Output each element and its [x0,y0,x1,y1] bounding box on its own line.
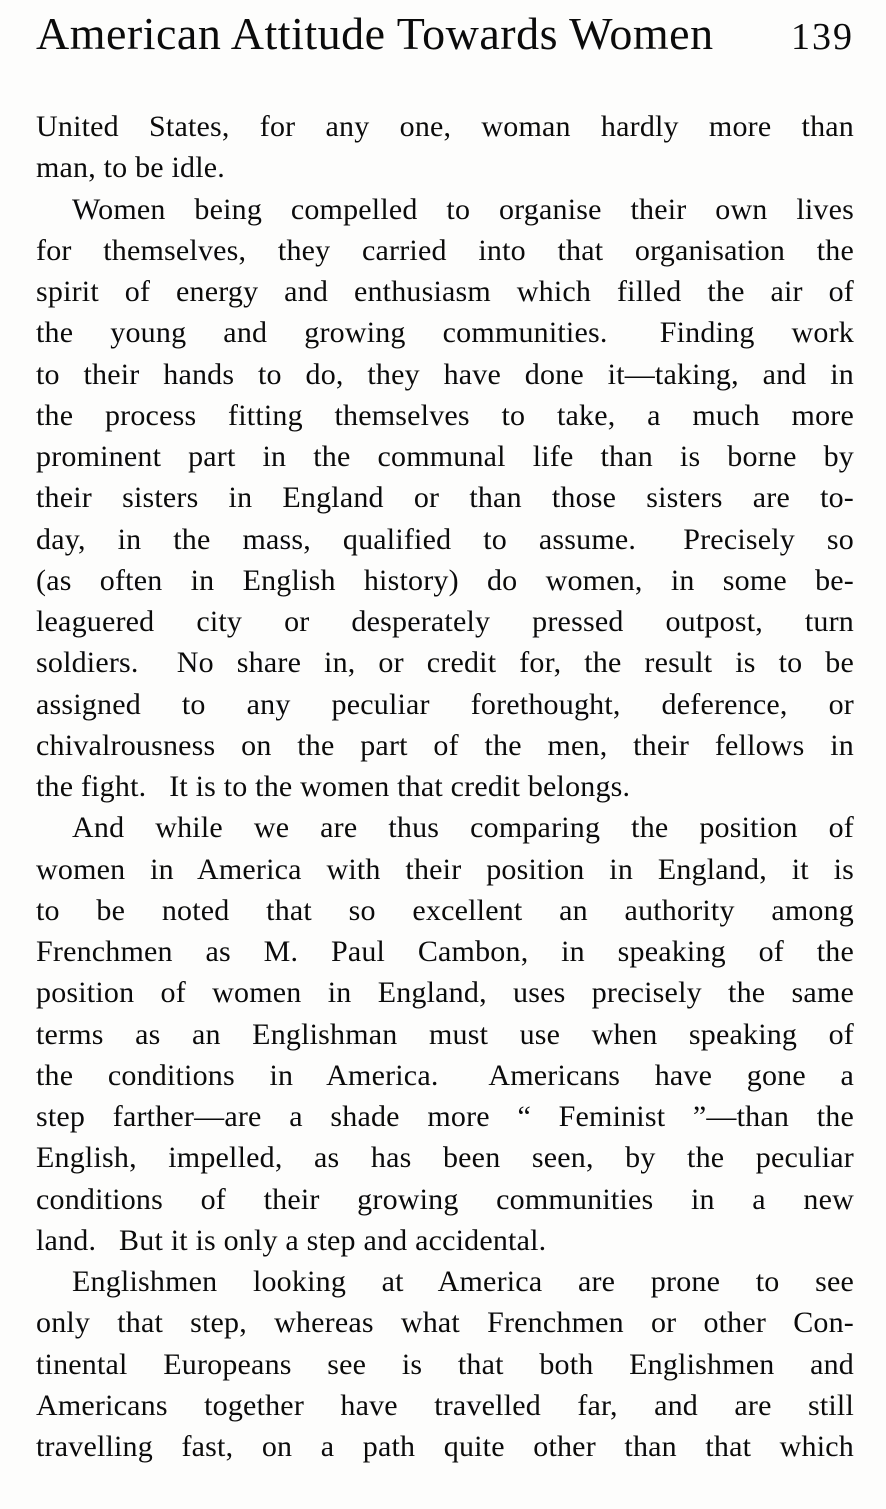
text-line: the young and growing communities. Finding work [36,316,854,350]
text-line: leaguered city or desperately pressed outpost, turn [36,605,854,638]
text-line: United States, for any one, woman hardly more than [36,110,854,143]
page-body [36,106,854,1467]
text-line: day, in the mass, qualified to assume. Precisely so [36,522,854,556]
text-line: to be noted that so excellent an authority among [36,893,854,927]
text-line: soldiers. No share in, or credit for, the result is to be [36,646,854,680]
text-line: terms as an Englishman must use when speaking of [36,1017,854,1051]
text-line: assigned to any peculiar forethought, deference, or [36,687,854,721]
text-line: tinental Europeans see is that both Englishmen and [36,1347,854,1381]
text-line: travelling fast, on a path quite other than that which [36,1430,854,1463]
text-line: And while we are thus comparing the position of [72,811,854,845]
text-line: the fight. It is to the women that credit belongs. [36,770,631,803]
text-line: Englishmen looking at America are prone to see [72,1265,854,1298]
text-line: Women being compelled to organise their own lives [72,192,854,226]
paragraph [36,1261,854,1467]
text-line: spirit of energy and enthusiasm which filled the air of [36,275,854,308]
page-number: 139 [791,16,854,58]
text-line: land. But it is only a step and accidental. [36,1223,547,1257]
text-line: the conditions in America. Americans have gone a [36,1058,854,1092]
text-line: chivalrousness on the part of the men, their fellows in [36,728,854,762]
text-line: position of women in England, uses precisely the same [36,976,854,1010]
paragraph [36,106,854,189]
text-line: step farther—are a shade more “ Feminist ”—than the [36,1100,854,1133]
text-line: Frenchmen as M. Paul Cambon, in speaking of the [36,935,854,968]
text-line: (as often in English history) do women, in some be- [36,563,854,597]
text-line: man, to be idle. [36,151,225,185]
page-header [36,8,854,64]
text-line: women in America with their position in England, it is [36,852,854,886]
text-line: only that step, whereas what Frenchmen or other Con- [36,1306,854,1340]
text-line: prominent part in the communal life than is borne by [36,440,854,473]
text-line: Americans together have travelled far, and are still [36,1388,854,1422]
paragraph [36,807,854,1261]
paragraph [36,189,854,808]
text-line: conditions of their growing communities in a new [36,1182,854,1216]
text-line: their sisters in England or than those sisters are to- [36,481,854,515]
text-line: to their hands to do, they have done it—taking, and in [36,357,854,391]
text-line: English, impelled, as has been seen, by the peculiar [36,1141,854,1175]
text-line: for themselves, they carried into that organisation the [36,233,854,267]
text-line: the process fitting themselves to take, a much more [36,398,854,432]
page-title: American Attitude Towards Women [36,8,714,59]
